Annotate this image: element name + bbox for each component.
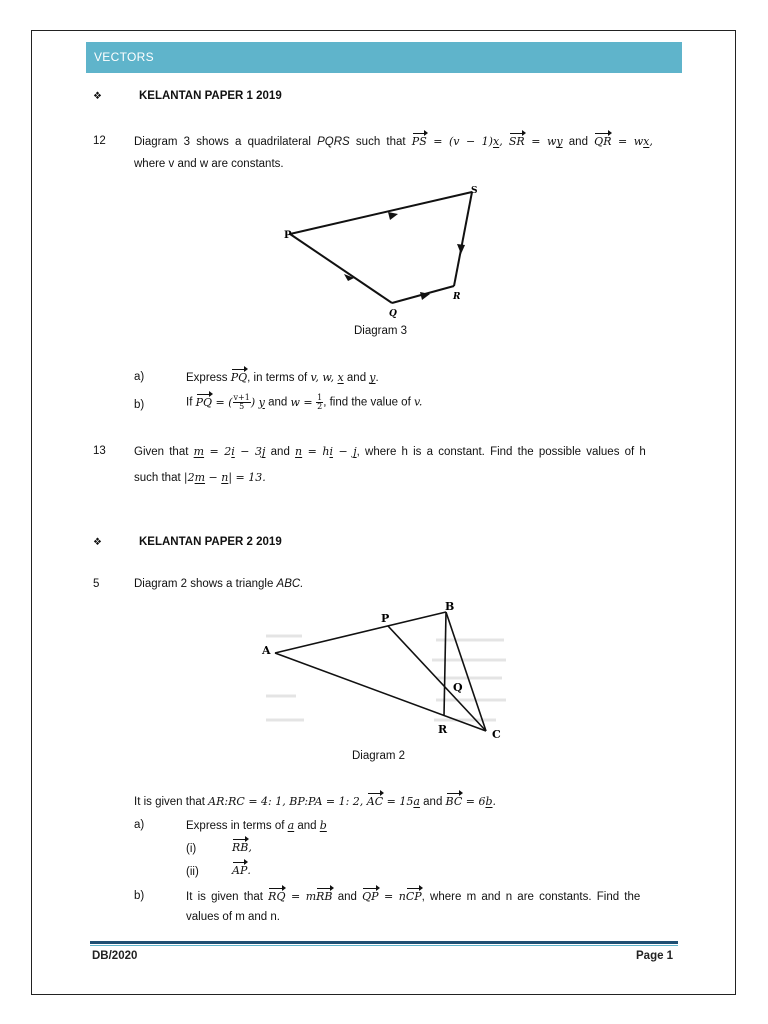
q13-line1 — [134, 445, 646, 458]
q13-magnitude: |2m − n| = 13. — [183, 471, 266, 484]
q5-sub-i-expr: RB, — [232, 841, 252, 854]
footer-rule-thin — [90, 945, 678, 946]
section2-bullet: ❖ — [93, 537, 102, 548]
q13-n-expr: n = hi − j — [295, 445, 357, 458]
q5-sub-i-label: (i) — [186, 843, 197, 855]
q12-part-b-v: v. — [413, 395, 423, 409]
label-r: R — [438, 723, 448, 736]
q12-qr-expr: QR = wx, — [594, 135, 653, 148]
q13-number: 13 — [93, 445, 106, 457]
q5-a-vec: a — [287, 819, 295, 832]
q12-part-b-w: w = $\frac{1}{2}$ — [290, 393, 323, 411]
footer-page-number: Page 1 — [636, 950, 674, 962]
q5-part-b-text: It is given that — [186, 891, 263, 903]
q5-part-b-rq: RQ = mRB — [268, 890, 333, 903]
q5-b-vec: b — [319, 819, 327, 832]
q5-given-ratios: AR:RC = 4: 1, BP:PA = 1: 2, AC = 15a — [208, 795, 420, 808]
q5-part-b: It is given that RQ = mRB and QP = nCP, where m and n are constants. Find the — [186, 890, 641, 903]
q5-line1-text: Diagram 2 shows a triangle — [134, 578, 274, 590]
label-q: Q — [453, 681, 463, 694]
page-border — [31, 30, 736, 995]
q5-sub-ii-expr: AP. — [232, 864, 251, 877]
footer-rule-thick — [90, 941, 678, 944]
q12-sr-expr: SR = wy — [508, 135, 563, 148]
section1-bullet: ❖ — [93, 91, 102, 102]
q12-part-b-and: and — [268, 396, 288, 409]
label-a: A — [262, 644, 271, 657]
label-s: S — [471, 186, 478, 196]
q5-part-a-label: a) — [134, 819, 145, 831]
arrow-ps — [388, 212, 398, 220]
label-r: R — [453, 292, 461, 302]
diagram3-caption: Diagram 3 — [354, 325, 408, 337]
q5-sub-ii-label: (ii) — [186, 866, 199, 878]
q12-part-a-text: Express — [186, 372, 228, 384]
q12-line2: where v and w are constants. — [134, 158, 284, 170]
q12-part-a-label: a) — [134, 371, 145, 383]
q12-shape-name: PQRS — [317, 136, 350, 148]
q12-number: 12 — [93, 135, 106, 147]
q5-given-text: It is given that — [134, 796, 205, 808]
label-p: P — [284, 230, 292, 241]
q12-part-a-y: y — [369, 371, 376, 384]
label-c: C — [492, 728, 501, 741]
section-header — [86, 42, 682, 73]
q5-part-b-label: b) — [134, 890, 145, 902]
label-b: B — [445, 600, 455, 613]
label-q: Q — [389, 309, 397, 319]
q5-part-b-qp: QP = nCP — [362, 890, 422, 903]
q5-given-bc: BC = 6b. — [445, 795, 497, 808]
q12-part-a-vars: v, w, x — [310, 371, 344, 384]
q12-pq-vec: PQ — [230, 371, 248, 384]
q5-number: 5 — [93, 578, 100, 590]
q13-and: and — [270, 446, 290, 458]
q5-part-b-line2: values of m and n. — [186, 911, 280, 923]
q12-part-b-text: If — [186, 396, 193, 409]
q12-line1-text: Diagram 3 shows a quadrilateral — [134, 136, 311, 148]
q13-m-expr: m = 2i − 3j — [193, 445, 266, 458]
q13-line1-text: Given that — [134, 446, 189, 458]
q5-line1 — [134, 578, 303, 590]
arrow-sr — [457, 244, 465, 254]
diagram2-caption: Diagram 2 — [352, 750, 406, 762]
header-title: VECTORS — [94, 50, 154, 64]
q12-and: and — [568, 136, 588, 148]
q12-part-b-text3: , find the value of — [323, 396, 411, 409]
q5-part-b-rest: , where m and n are constants. Find the — [421, 891, 641, 903]
q5-part-a-text: Express in terms of — [186, 820, 285, 832]
q12-line1 — [134, 135, 653, 148]
q12-ps-expr: PS = (v − 1)x, — [411, 135, 503, 148]
q5-shape-name: ABC. — [276, 578, 304, 590]
section1-title: KELANTAN PAPER 1 2019 — [139, 90, 282, 102]
section2-title: KELANTAN PAPER 2 2019 — [139, 536, 282, 548]
q13-line2-text: such that — [134, 472, 181, 484]
label-p: P — [381, 612, 390, 625]
q12-part-a: Express PQ, in terms of v, w, x and y. — [186, 371, 379, 384]
footer-left: DB/2020 — [92, 950, 138, 962]
q5-given: It is given that AR:RC = 4: 1, BP:PA = 1: 2, AC = 15a and BC = 6b. — [134, 795, 497, 808]
q13-line1-rest: , where h is a constant. Find the possible values of h — [356, 446, 646, 458]
q12-part-b-expr: PQ = ( $\frac{v+1}{5}$ ) y — [195, 393, 265, 411]
q12-such-that: such that — [355, 136, 406, 148]
diagram-3 — [282, 182, 492, 322]
diagram-2 — [256, 596, 512, 744]
q5-part-a: Express in terms of a and b — [186, 819, 327, 832]
q12-part-b — [186, 394, 422, 411]
q12-part-b-label: b) — [134, 399, 145, 411]
q13-line2 — [134, 471, 266, 484]
q12-part-a-text2: , in terms of — [247, 372, 308, 384]
